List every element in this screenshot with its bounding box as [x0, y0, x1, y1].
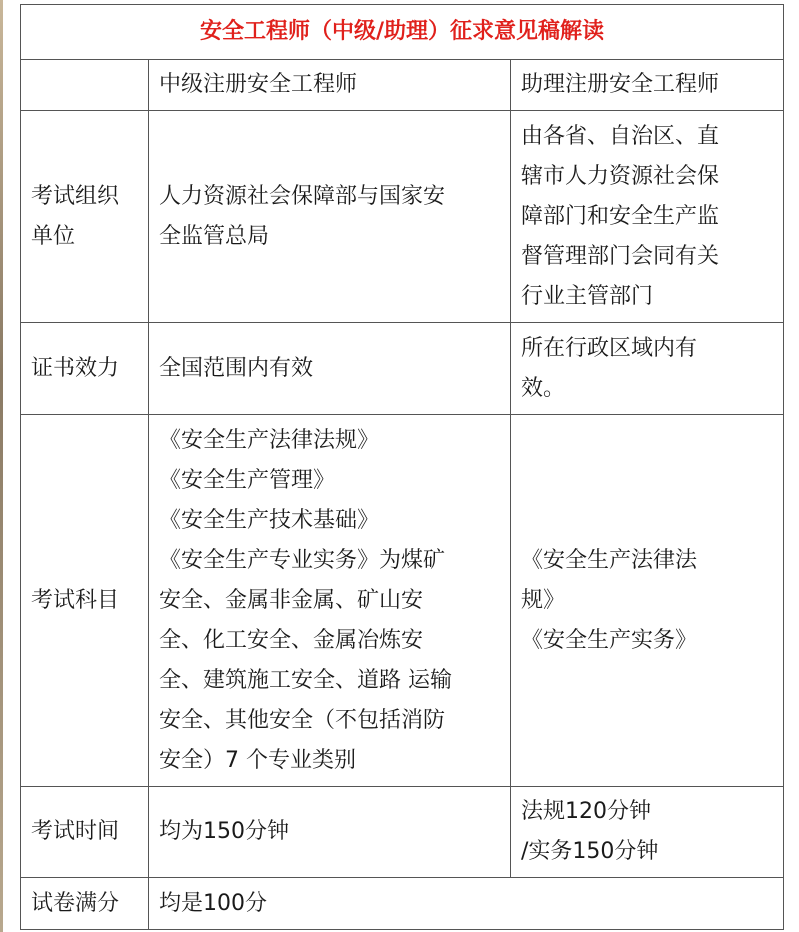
header-intermediate: 中级注册安全工程师 — [149, 60, 511, 111]
merged-value-cell: 均是100分 — [149, 878, 784, 930]
intermediate-cell: 人力资源社会保障部与国家安 全监管总局 — [149, 111, 511, 323]
intermediate-cell: 全国范围内有效 — [149, 323, 511, 415]
left-edge-decoration — [0, 0, 3, 932]
row-label: 考试组织 单位 — [21, 111, 149, 323]
comparison-table — [20, 4, 784, 930]
row-label: 考试时间 — [21, 787, 149, 878]
row-label: 证书效力 — [21, 323, 149, 415]
assistant-cell: 《安全生产法律法 规》 《安全生产实务》 — [511, 415, 784, 787]
assistant-cell: 所在行政区域内有 效。 — [511, 323, 784, 415]
intermediate-cell: 《安全生产法律法规》 《安全生产管理》 《安全生产技术基础》 《安全生产专业实务》为煤矿 安全、金属非金属、矿山安 全、化工安全、金属冶炼安 全、建筑施工安全、道路 运输 安全、其他安全（不包括消防 安全）7 个专业类别 — [149, 415, 511, 787]
table-row — [21, 111, 784, 323]
table-row — [21, 323, 784, 415]
header-blank-cell — [21, 60, 149, 111]
assistant-cell: 由各省、自治区、直 辖市人力资源社会保 障部门和安全生产监 督管理部门会同有关 行业主管部门 — [511, 111, 784, 323]
title-row — [21, 5, 784, 60]
row-label: 试卷满分 — [21, 878, 149, 930]
table-title: 安全工程师（中级/助理）征求意见稿解读 — [21, 5, 784, 60]
header-assistant: 助理注册安全工程师 — [511, 60, 784, 111]
assistant-cell: 法规120分钟 /实务150分钟 — [511, 787, 784, 878]
table-row — [21, 415, 784, 787]
table-row — [21, 878, 784, 930]
header-row — [21, 60, 784, 111]
table-row — [21, 787, 784, 878]
intermediate-cell: 均为150分钟 — [149, 787, 511, 878]
row-label: 考试科目 — [21, 415, 149, 787]
